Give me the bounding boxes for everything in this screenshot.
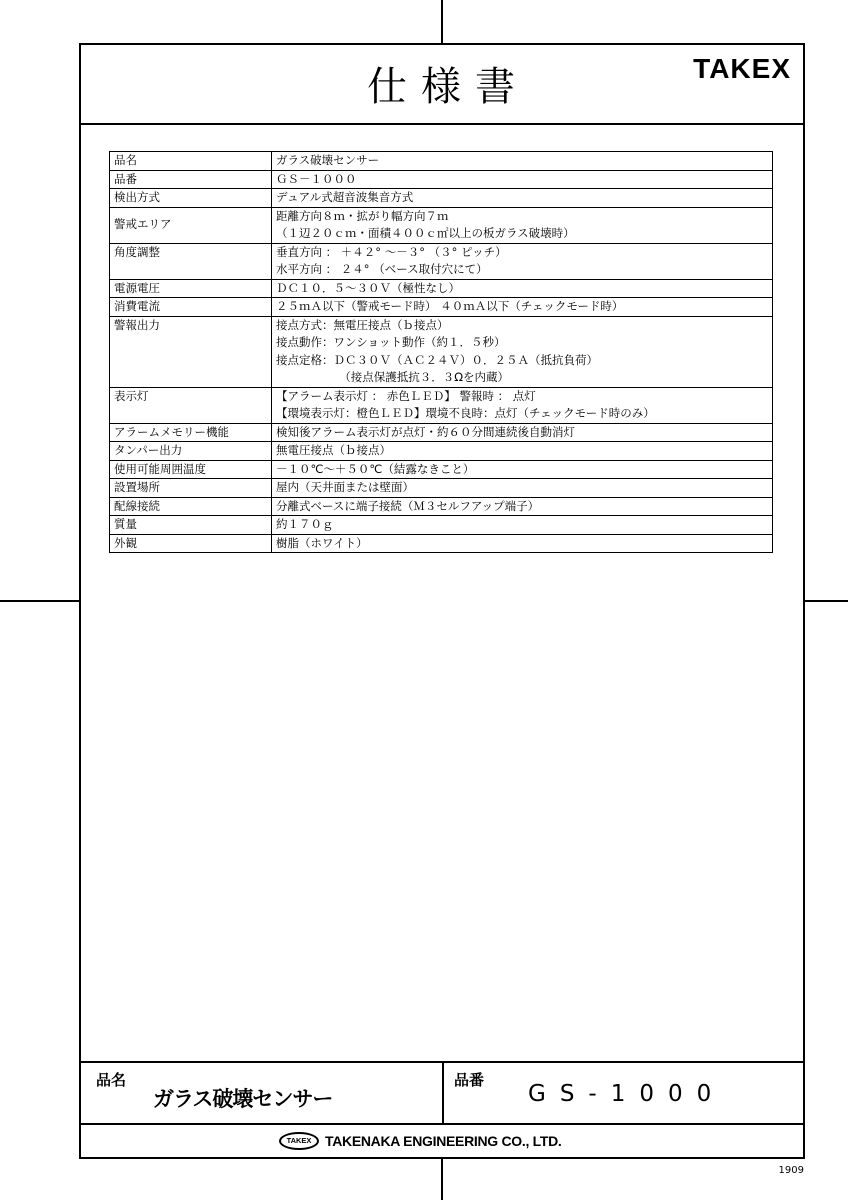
bottom-center-mark xyxy=(441,1159,443,1200)
spec-row xyxy=(110,516,773,535)
spec-value-line: －１０℃～＋５０℃（結露なきこと） xyxy=(276,461,475,476)
spec-label: 品名 xyxy=(110,152,272,171)
spec-table xyxy=(109,151,773,553)
spec-value-line: ＧＳ－１０００ xyxy=(276,171,357,186)
spec-value-line: （１辺２０ｃｍ・面積４００ｃ㎡以上の板ガラス破壊時） xyxy=(276,226,575,240)
spec-value-line: ガラス破壊センサー xyxy=(276,153,380,167)
spec-value xyxy=(272,316,773,387)
spec-value xyxy=(272,423,773,442)
spec-value-line: ２５ｍＡ以下（警戒モード時） ４０ｍＡ以下（チェックモード時） xyxy=(276,299,624,313)
spec-row xyxy=(110,423,773,442)
spec-value xyxy=(272,442,773,461)
top-center-mark xyxy=(441,0,443,43)
spec-label: 外観 xyxy=(110,534,272,553)
spec-label: 電源電圧 xyxy=(110,279,272,298)
spec-row xyxy=(110,460,773,479)
spec-value xyxy=(272,279,773,298)
spec-label: 配線接続 xyxy=(110,497,272,516)
spec-value-line: 接点定格：ＤＣ３０Ｖ（ＡＣ２４Ｖ）０．２５Ａ（抵抗負荷） xyxy=(276,352,598,367)
spec-row xyxy=(110,534,773,553)
left-center-mark xyxy=(0,600,79,602)
spec-row xyxy=(110,243,773,279)
footer-number-label: 品番 xyxy=(454,1071,485,1089)
spec-value-line: 無電圧接点（ｂ接点） xyxy=(276,443,391,457)
spec-value-line: 【アラーム表示灯 ： 赤色ＬＥＤ】 警報時 ： 点灯 xyxy=(276,388,536,403)
spec-row xyxy=(110,387,773,423)
footer-product-block xyxy=(81,1061,803,1125)
spec-row xyxy=(110,298,773,317)
footer-name-label: 品名 xyxy=(96,1071,127,1089)
takex-oval-logo: TAKEX xyxy=(279,1132,319,1150)
spec-value xyxy=(272,152,773,171)
spec-value xyxy=(272,243,773,279)
spec-value-line: 距離方向８ｍ・拡がり幅方向７ｍ xyxy=(276,208,449,223)
spec-value xyxy=(272,207,773,243)
spec-label: 品番 xyxy=(110,170,272,189)
document-code: 1909 xyxy=(778,1165,804,1176)
spec-label: 使用可能周囲温度 xyxy=(110,460,272,479)
spec-row xyxy=(110,279,773,298)
header xyxy=(81,45,803,125)
spec-row xyxy=(110,189,773,208)
company-logo xyxy=(279,1132,562,1150)
spec-value-line: 接点動作：ワンショット動作（約１．５秒） xyxy=(276,335,506,349)
spec-value-line: 【環境表示灯：橙色ＬＥＤ】環境不良時：点灯（チェックモード時のみ） xyxy=(276,406,655,420)
document-frame xyxy=(79,43,805,1159)
spec-row xyxy=(110,170,773,189)
spec-value-line: 垂直方向 ： ＋４２° ～－３° （３° ピッチ） xyxy=(276,244,507,259)
spec-label: 角度調整 xyxy=(110,243,272,279)
spec-row xyxy=(110,479,773,498)
spec-value xyxy=(272,298,773,317)
spec-label: 質量 xyxy=(110,516,272,535)
footer-product-number: GS-1000 xyxy=(528,1081,726,1107)
spec-label: 設置場所 xyxy=(110,479,272,498)
page-title: 仕様書 xyxy=(367,64,529,110)
brand-logo: TAKEX xyxy=(693,53,791,84)
spec-value-line: 水平方向 ： ２４° （ベース取付穴にて） xyxy=(276,262,488,276)
spec-row xyxy=(110,316,773,387)
footer-product-name: ガラス破壊センサー xyxy=(153,1087,333,1111)
spec-label: 警戒エリア xyxy=(110,207,272,243)
spec-value-line: 約１７０ｇ xyxy=(276,517,334,531)
spec-value-line: 接点方式：無電圧接点（ｂ接点） xyxy=(276,317,449,332)
footer-divider xyxy=(442,1063,444,1125)
spec-label: 警報出力 xyxy=(110,316,272,387)
spec-row xyxy=(110,497,773,516)
spec-value-line: （接点保護抵抗３．３Ωを内蔵） xyxy=(276,370,510,384)
spec-value xyxy=(272,479,773,498)
spec-table-body xyxy=(110,152,773,553)
footer-company-block xyxy=(81,1123,803,1159)
spec-value-line: 検知後アラーム表示灯が点灯・約６０分間連続後自動消灯 xyxy=(276,424,575,439)
spec-value-line: 屋内（天井面または壁面） xyxy=(276,480,414,494)
spec-row xyxy=(110,442,773,461)
spec-row xyxy=(110,207,773,243)
spec-row xyxy=(110,152,773,171)
spec-value xyxy=(272,387,773,423)
spec-value-line: デュアル式超音波集音方式 xyxy=(276,190,414,204)
spec-value-line: ＤＣ１０．５～３０Ｖ（極性なし） xyxy=(276,280,460,295)
right-center-mark xyxy=(805,600,848,602)
spec-value xyxy=(272,189,773,208)
spec-label: アラームメモリー機能 xyxy=(110,423,272,442)
spec-label: 表示灯 xyxy=(110,387,272,423)
spec-label: タンパー出力 xyxy=(110,442,272,461)
spec-value xyxy=(272,516,773,535)
spec-value-line: 樹脂（ホワイト） xyxy=(276,535,368,550)
spec-value xyxy=(272,170,773,189)
spec-value xyxy=(272,460,773,479)
spec-value-line: 分離式ベースに端子接続（Ｍ３セルフアップ端子） xyxy=(276,498,540,513)
spec-value xyxy=(272,534,773,553)
company-name: TAKENAKA ENGINEERING CO., LTD. xyxy=(325,1133,562,1149)
spec-label: 検出方式 xyxy=(110,189,272,208)
spec-value xyxy=(272,497,773,516)
spec-label: 消費電流 xyxy=(110,298,272,317)
